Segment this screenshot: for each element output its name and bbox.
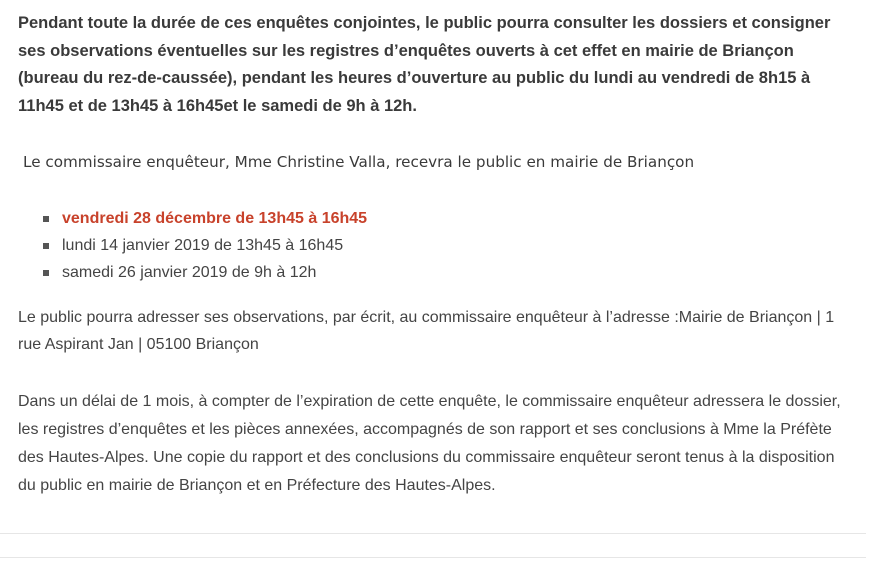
divider — [0, 533, 866, 534]
delai-paragraph: Dans un délai de 1 mois, à compter de l’expiration de cette enquête, le commissaire enquêteur adressera le dossier, les registres d’enquêtes et les pièces annexées, accompagnés de son rapport et ses conclusions à Mme la Préfète des Hautes-Alpes. Une copie du rapport et des conclusions du commissaire enquêteur seront tenus à la disposition du public en mairie de Briançon et en Préfecture des Hautes-Alpes. — [18, 393, 841, 494]
adresse-paragraph: Le public pourra adresser ses observations, par écrit, au commissaire enquêteur à l’adresse :Mairie de Briançon | 1 rue Aspirant Jan | 05100 Briançon — [18, 309, 835, 353]
permanence-dates-list — [43, 205, 367, 286]
square-bullet-icon — [43, 216, 49, 222]
date-label: vendredi 28 décembre de 13h45 à 16h45 — [62, 210, 368, 227]
list-item — [43, 232, 367, 259]
list-item — [43, 259, 367, 286]
intro-paragraph: Pendant toute la durée de ces enquêtes conjointes, le public pourra consulter les dossiers et consigner ses observations éventuelles sur les registres d’enquêtes ouverts à cet effet en mairie de Briançon (bureau du rez-de-caussée), pendant les heures d’ouverture au public du lundi au vendredi de 8h15 à 11h45 et de 13h45 à 16h45et le samedi de 9h à 12h. — [18, 14, 831, 115]
article-body — [18, 10, 848, 494]
date-label: lundi 14 janvier 2019 de 13h45 à 16h45 — [62, 237, 344, 254]
date-label: samedi 26 janvier 2019 de 9h à 12h — [62, 264, 317, 281]
list-item — [43, 205, 367, 232]
divider — [0, 557, 866, 558]
square-bullet-icon — [43, 270, 49, 276]
square-bullet-icon — [43, 243, 49, 249]
commissaire-paragraph: Le commissaire enquêteur, Mme Christine Valla, recevra le public en mairie de Briançon — [23, 153, 695, 171]
